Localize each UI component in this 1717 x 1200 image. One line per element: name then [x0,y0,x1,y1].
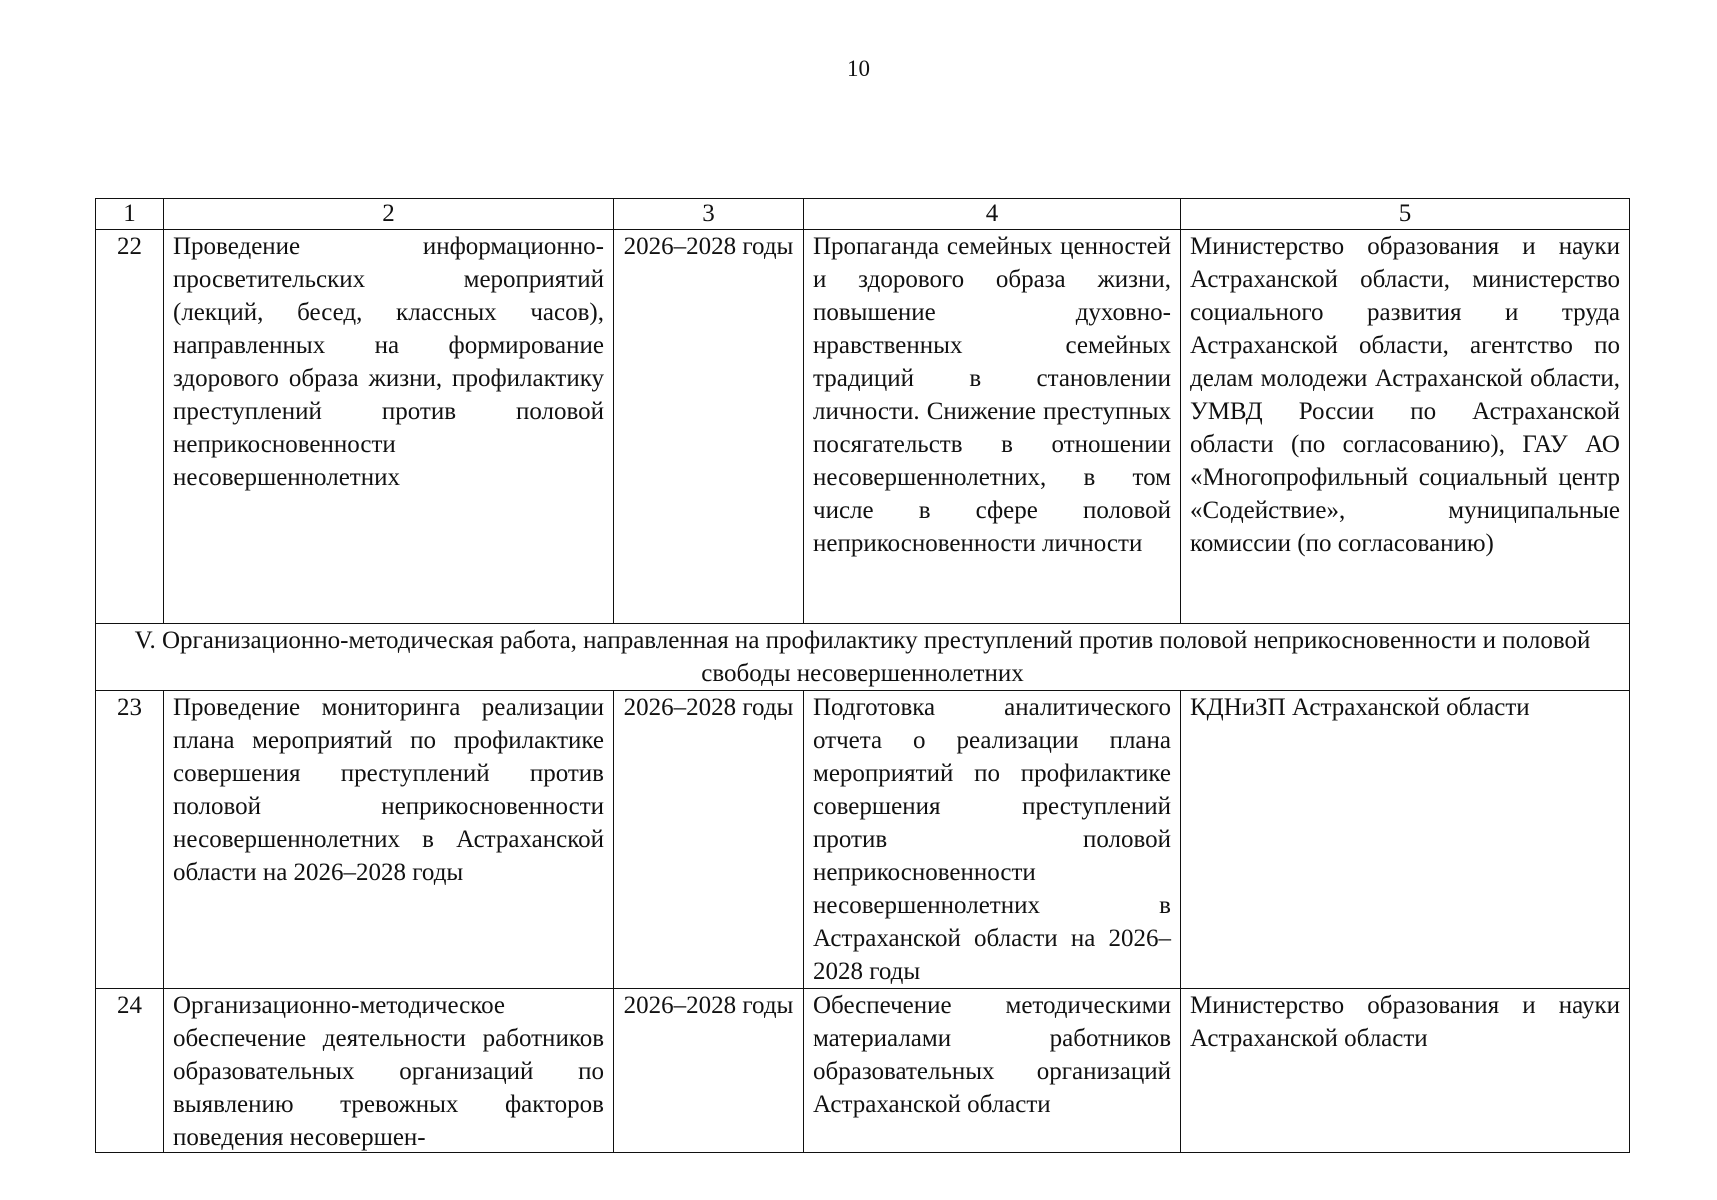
row-number: 22 [96,230,164,624]
result-cell: Подготовка аналитического отчета о реализации плана мероприятий по профилактике совершения преступлений против половой неприкосновенности несовершеннолетних в Астраханской области на 2026–2028 годы [804,691,1181,989]
activity-cell: Организационно-методическое обеспечение деятельности работников образовательных организаций по выявлению тревожных факторов поведения несовершен- [173,992,604,1151]
section-heading: V. Организационно-методическая работа, направленная на профилактику преступлений против половой неприкосновенности и половой свободы несовершеннолетних [96,624,1630,691]
row-number: 23 [96,691,164,989]
table-row [96,989,1630,1153]
plan-table [95,198,1630,1153]
responsible-cell: Министерство образования и науки Астраханской области, министерство социального развития и труда Астраханской области, агентство по делам молодежи Астраханской области, УМВД России по Астраханской области (по согласованию), ГАУ АО «Многопрофильный социальный центр «Содействие», муниципальные комиссии (по согласованию) [1181,230,1630,624]
column-number-row [96,199,1630,230]
table-row [96,230,1630,624]
activity-cell: Проведение информационно-просветительских мероприятий (лекций, бесед, классных часов), направленных на формирование здорового образа жизни, профилактику преступлений против половой неприкосновенности несовершеннолетних [164,230,614,624]
result-cell: Обеспечение методическими материалами работников образовательных организаций Астраханской области [804,989,1181,1153]
activity-cell: Проведение мониторинга реализации плана мероприятий по профилактике совершения преступлений против половой неприкосновенности несовершеннолетних в Астраханской области на 2026–2028 годы [164,691,614,989]
term-cell: 2026–2028 годы [614,691,804,989]
column-number: 2 [164,199,614,230]
responsible-cell: Министерство образования и науки Астраханской области [1181,989,1630,1153]
column-number: 3 [614,199,804,230]
column-number: 4 [804,199,1181,230]
term-cell: 2026–2028 годы [614,230,804,624]
page-number: 10 [847,56,870,81]
term-cell: 2026–2028 годы [614,989,804,1153]
table-row [96,691,1630,989]
activity-cell-wrapper [164,989,614,1153]
row-number: 24 [96,989,164,1153]
column-number: 1 [96,199,164,230]
result-cell: Пропаганда семейных ценностей и здорового образа жизни, повышение духовно-нравственных семейных традиций в становлении личности. Снижение преступных посягательств в отношении несовершеннолетних, в том числе в сфере половой неприкосновенности личности [804,230,1181,624]
section-row [96,624,1630,691]
responsible-cell: КДНиЗП Астраханской области [1181,691,1630,989]
column-number: 5 [1181,199,1630,230]
